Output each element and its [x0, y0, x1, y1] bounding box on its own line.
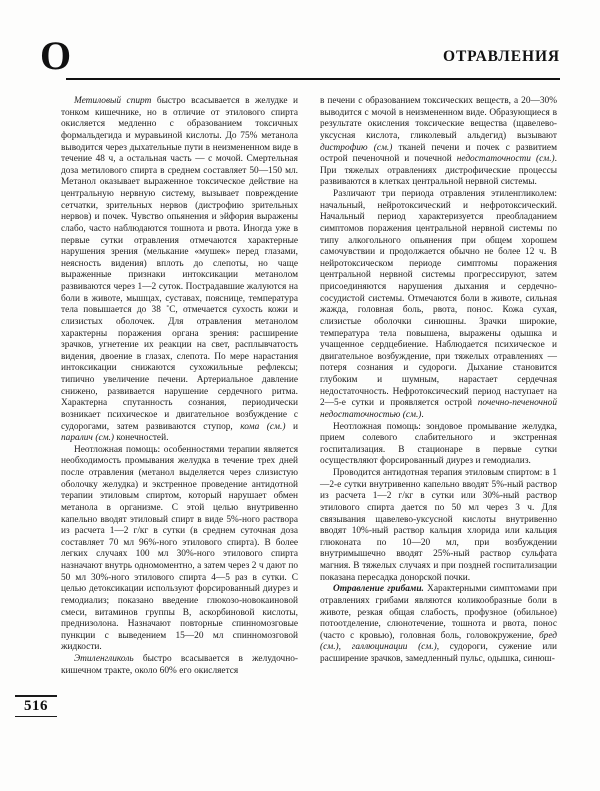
emphasis-text: Метиловый спирт — [74, 96, 152, 106]
paragraph-mushroom-poisoning: Отравление грибами. Характерными симптомами при отравлениях грибами являются коликообразные боли в животе, резкая общая слабость, профузное (обильное) потоотделение, слюнотечение, тошнота и рвота, понос (часто с кровью), головная боль, головокружение, бред (см.), галлюцинации (см.), судороги, сужение или расширение зрачков, замедленный пульс, одышка, синюш- — [320, 584, 557, 664]
paragraph-ethylene-glycol-first-aid: Неотложная помощь: зондовое промывание желудка, прием солевого слабительного и экстренная госпитализация. В стационаре в первые сутки осуществляют форсированный диурез и гемодиализ. — [320, 421, 557, 467]
emphasis-text: Этиленгликоль — [74, 654, 134, 664]
header-rule — [66, 78, 560, 80]
emphasis-text: недостаточности (см.) — [456, 154, 555, 165]
folio-rule-bottom — [15, 716, 57, 718]
section-letter: О — [40, 33, 72, 78]
paragraph-ethylene-glycol-description: Этиленгликоль быстро всасывается в желудочно-кишечном тракте, около 60% его окисляется — [61, 654, 298, 676]
paragraph-ethylene-glycol-continued: в печени с образованием токсических веществ, а 20—30% выводится с мочой в неизмененном виде. Образующиеся в результате окисления токсические вещества (щавелево-уксусная кислота, гликолевый альдегид) вызывают дистрофию (см.) тканей печени и почек с развитием острой печеночной и почечной недостаточности (см.). При тяжелых отравлениях дистрофические процессы развиваются в клетках центральной нервной системы. — [320, 96, 557, 188]
paragraph-methanol-first-aid: Неотложная помощь: особенностями терапии является необходимость промывания желудка в течение трех дней после отравления (метанол выделяется через слизистую оболочку желудка) и экстренное проведение антидотной терапии этиловым спиртом, который нарушает обмен метанола в организме. С этой целью внутривенно капельно вводят этиловый спирт в виде 5%-ного раствора из расчета 1—2 г/кг в сутки (в среднем суточная доза составляет 70 мл 96%-ного этилового спирта). В более легких случаях 100 мл 30%-ного этилового спирта назначают внутрь одномоментно, а затем через 2 ч дают по 50 мл 30%-ного этилового спирта 4—5 раз в сутки. С целью детоксикации используют форсированный диурез и гемодиализ; показано введение глюкозо-новокаиновой смеси, витаминов группы В, аскорбиновой кислоты, преднизолона. Назначают повторные спинномозговые пункции с выведением 15—20 мл спинномозговой жидкости. — [61, 444, 298, 653]
left-column — [61, 96, 298, 677]
emphasis-text: галлюцинации (см.) — [351, 642, 437, 653]
folio — [12, 695, 60, 717]
right-column — [320, 96, 557, 677]
paragraph-ethylene-glycol-antidote: Проводится антидотная терапия этиловым спиртом: в 1—2-е сутки внутривенно капельно вводят 5%-ный раствор из расчета 1—2 г/кг в сутки или 30%-ный раствор этилового спирта дается по 50 мл через 3 ч. Для связывания щавелево-уксусной кислоты внутривенно вводят 10%-ный раствор кальция хлорида или кальция глюконата по 10—20 мл, при возбуждении внутримышечно вводят 25%-ный раствор сульфата магния. В тяжелых случаях и при поздней госпитализации показана пересадка донорской почки. — [320, 468, 557, 583]
emphasis-text: паралич (см.) — [61, 433, 114, 444]
page-number: 516 — [24, 697, 48, 714]
paragraph-ethylene-glycol-periods: Различают три периода отравления этиленгликолем: начальный, нейротоксический и нефротоксический. Начальный период характеризуется преобладанием симптомов поражения центральной нервной системы по типу алкогольного опьянения при общем хорошем самочувствии и продолжается обычно не более 12 ч. В нейротоксическом периоде симптомы поражения центральной нервной системы прогрессируют, затем присоединяются нарушения дыхания и сердечно-сосудистой системы. Отмечаются боли в животе, сильная жажда, головная боль, рвота, понос. Кожа сухая, слизистые оболочки синюшны. Зрачки широкие, температура тела повышена, выражены одышка и учащенное сердцебиение. Наблюдается психическое и двигательное возбуждение, при тяжелых отравлениях — потеря сознания и судороги. Дыхание становится глубоким и шумным, нарастает сердечная недостаточность. Нефротоксический период наступает на 2—5-е сутки и проявляется острой почечно-печеночной недостаточностью (см.). — [320, 189, 557, 420]
paragraph-methanol-description: Метиловый спирт быстро всасывается в желудке и тонком кишечнике, но в отличие от этилового спирта окисляется медленно с образованием токсичных формальдегида и муравьиной кислоты. До 75% метанола выводится через дыхательные пути в неизмененном виде в течение 48 ч, а остальная часть — с мочой. Смертельная доза метилового спирта в среднем составляет 50—150 мл. Метанол оказывает выраженное токсическое действие на центральную нервную систему, вызывает повреждение сетчатки, зрительных нервов (дистрофию зрительных нервов) и почек. Чувство опьянения и эйфория выражены слабо, часто наблюдаются тошнота и рвота. Иногда уже в первые сутки отравления отмечаются характерные нарушения зрения (мелькание «мушек» перед глазами, неясность видения) вплоть до слепоты, но чаще выраженные признаки интоксикации метанолом развиваются через 1—2 суток. Пострадавшие жалуются на боли в животе, мышцах, суставах, пояснице, температура тела повышается до 38 ˚C, отмечается сухость кожи и слизистых оболочек. Для отравления метанолом характерны поражения органа зрения: расширение зрачков, угнетение их реакции на свет, расплывчатость видения, двоение в глазах, слепота. По мере нарастания интоксикации снижаются сухожильные рефлексы; типично увеличение печени. Артериальное давление снижено, развивается нарушение сердечного ритма. Характерна спутанность сознания, периодически возникает психическое и двигательное возбуждение с судорогами, затем развиваются ступор, кома (см.) и паралич (см.) конечностей. — [61, 96, 299, 444]
emphasis-text: дистрофию (см.) — [320, 142, 393, 153]
emphasis-text: Отравление грибами. — [333, 584, 424, 595]
body-columns — [61, 96, 557, 677]
running-head — [40, 33, 560, 88]
emphasis-text: почечно-печеночной недостаточностью (см.) — [320, 398, 557, 420]
emphasis-text: кома (см.) — [240, 421, 286, 432]
emphasis-text: бред (см.) — [320, 630, 557, 653]
running-head-title: ОТРАВЛЕНИЯ — [442, 48, 560, 65]
